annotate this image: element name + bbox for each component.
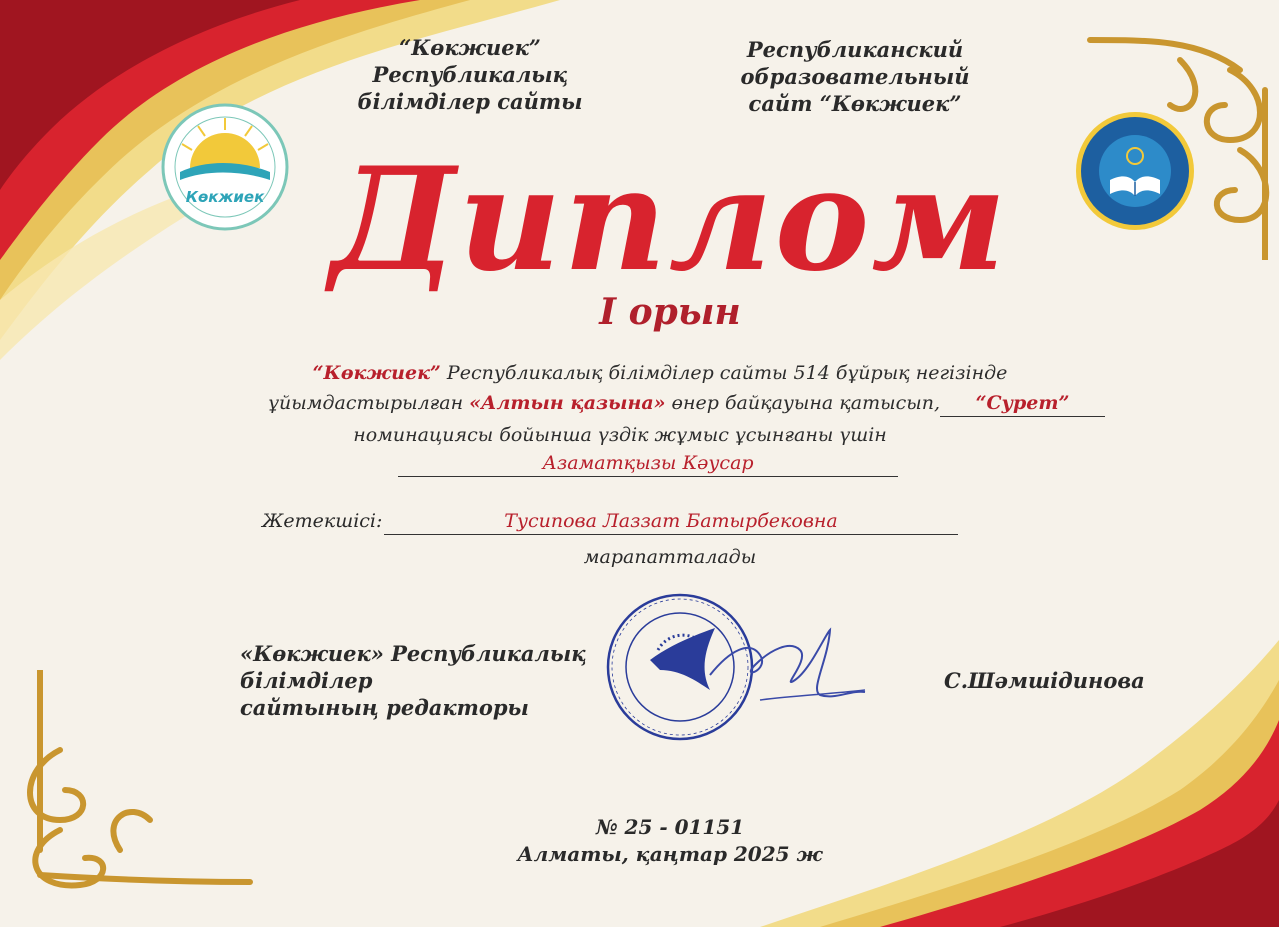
city-date: Алматы, қаңтар 2025 ж — [517, 842, 823, 866]
header-right — [640, 36, 1070, 117]
supervisor-name: Тусипова Лаззат Батырбековна — [384, 508, 958, 535]
header-left — [300, 34, 640, 115]
body-line1-rest: Республикалық білімділер сайты 514 бұйрық негізінде — [440, 362, 1008, 384]
editor-line2: сайтының редакторы — [240, 695, 529, 720]
header-right-line1: Республиканский образовательный — [740, 37, 970, 89]
recipient-name: Азаматқызы Кәусар — [398, 450, 898, 477]
kokzhiek-logo — [150, 100, 300, 235]
header-right-line2: сайт “Көкжиек” — [748, 91, 962, 116]
site-name: “Көкжиек” — [312, 362, 441, 384]
body-line2-end: өнер байқауына қатысып, — [665, 392, 940, 414]
body-line1 — [250, 360, 1070, 386]
supervisor-label: Жетекшісі: — [262, 510, 383, 532]
contest-name: «Алтын қазына» — [469, 392, 666, 414]
logo-label: Көкжиек — [185, 188, 265, 206]
body-line2 — [250, 390, 940, 416]
header-left-line2: білімділер сайты — [357, 89, 583, 114]
ministry-seal — [1074, 110, 1196, 232]
editor-line1: «Көкжиек» Республикалық білімділер — [240, 641, 587, 693]
signature — [700, 620, 870, 710]
awarded-text: марапатталады — [583, 546, 757, 568]
body-line2-start: ұйымдастырылған — [268, 392, 470, 414]
body-line3: номинациясы бойынша үздік жұмыс ұсынғаны үшін — [353, 424, 887, 446]
place-label: І орын — [599, 291, 741, 333]
bottom-left-ornament — [20, 670, 260, 900]
diploma-title: Диплом — [330, 137, 1009, 303]
diploma-number: № 25 - 01151 — [595, 815, 745, 839]
editor-caption — [240, 640, 670, 721]
header-left-line1: “Көкжиек” Республикалық — [372, 35, 568, 87]
signer-name: С.Шәмшідинова — [944, 668, 1145, 693]
nomination-value: “Сурет” — [940, 390, 1105, 417]
